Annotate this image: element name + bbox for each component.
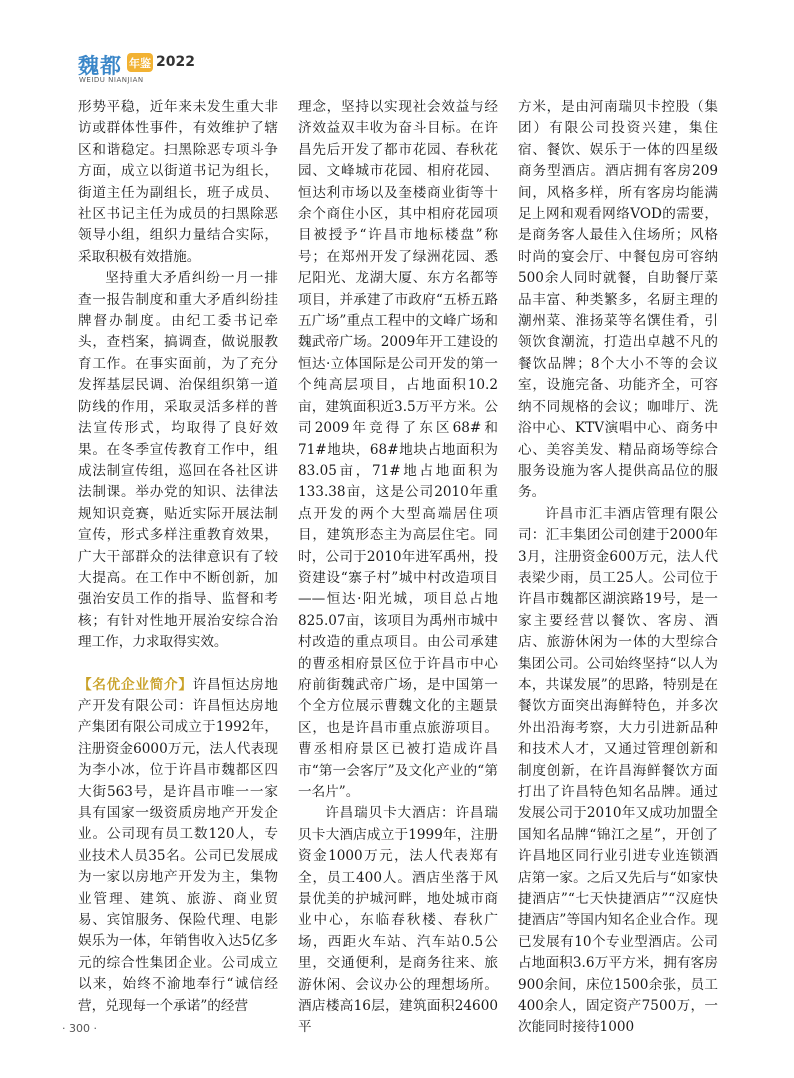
paragraph: 理念，坚持以实现社会效益与经济效益双丰收为奋斗目标。在许昌先后开发了都市花园、春秋花园、文峰城市花园、相府花园、恒达利市场以及奎楼商业街等十余个商住小区，其中相府花园项目被授予“许昌市地标楼盘”称号；在郑州开发了绿洲花园、悉尼阳光、龙湖大厦、东方名都等项目，并承建了市政府“五桥五路五广场”重点工程中的文峰广场和魏武帝广场。2009年开工建设的恒达·立体国际是公司开发的第一个纯高层项目，占地面积10.2亩，建筑面积近3.5万平方米。公司2009年竞得了东区68#和71#地块，68#地块占地面积为83.05亩，71#地占地面积为133.38亩，这是公司2010年重点开发的两个大型高端居住项目，建筑形态主为高层住宅。同时，公司于2010年进军禹州，投资建设“寨子村”城中村改造项目——恒达·阳光城，项目总占地825.07亩，该项目为禹州市城中村改造的重点项目。由公司承建的曹丞相府景区位于许昌市中心府前街魏武帝广场，是中国第一个全方位展示曹魏文化的主题景区，也是许昌市重点旅游项目。曹丞相府景区已被打造成许昌市“第一会客厅”及文化产业的“第一名片”。 xyxy=(298,99,498,800)
yearbook-year: 2022 xyxy=(156,54,195,70)
text-column-3 xyxy=(518,97,718,1036)
yearbook-logo: 魏都 xyxy=(78,54,122,78)
paragraph: 许昌市汇丰酒店管理有限公司：汇丰集团公司创建于2000年3月，注册资金600万元，法人代表梁少雨，员工25人。公司位于许昌市魏都区湖滨路19号，是一家主要经营以餐饮、客房、酒店、旅游休闲为一体的大型综合集团公司。公司始终坚持“以人为本，共谋发展”的思路，特别是在餐饮方面突出海鲜特色，并多次外出沿海考察，大力引进新品种和技术人才，又通过管理创新和制度创新，在许昌海鲜餐饮方面打出了许昌特色知名品牌。通过发展公司于2010年又成功加盟全国知名品牌“锦江之星”，开创了许昌地区同行业引进专业连锁酒店第一家。之后又先后与“如家快捷酒店”“七天快捷酒店”“汉庭快捷酒店”等国内知名企业合作。现已发展有10个专业型酒店。公司占地面积3.6万平方米，拥有客房900余间，床位1500余张，员工400余人，固定资产7500万，一次能同时接待1000 xyxy=(518,505,718,1036)
paragraph: 坚持重大矛盾纠纷一月一排查一报告制度和重大矛盾纠纷挂牌督办制度。由纪工委书记牵头，查档案，搞调查，做说服教育工作。在事实面前，为了充分发挥基层民调、治保组织第一道防线的作用，采取灵活多样的普法宣传形式，均取得了良好效果。在冬季宣传教育工作中，组成法制宣传组，巡回在各社区讲法制课。举办党的知识、法律法规知识竞赛，贴近实际开展法制宣传，形式多样注重教育效果，广大干部群众的法律意识有了较大提高。在工作中不断创新，加强治安员工作的指导、监督和考核；有针对性地开展治安综合治理工作，力求取得实效。 xyxy=(78,270,278,651)
badge-char-2: 鉴 xyxy=(140,57,151,70)
yearbook-badge xyxy=(127,53,153,72)
paragraph: 方米，是由河南瑞贝卡控股（集团）有限公司投资兴建，集住宿、餐饮、娱乐于一体的四星级商务型酒店。酒店拥有客房209间，风格多样，所有客房均能满足上网和观看网络VOD的需要，是商务客人最佳入住场所；风格时尚的宴会厅、中餐包房可容纳500余人同时就餐，自助餐厅菜品丰富、种类繁多，名厨主理的潮州菜、淮扬菜等名馔佳肴，引领饮食潮流，打造出卓越不凡的餐饮品牌；8个大小不等的会议室，设施完备、功能齐全，可容纳不同规格的会议；咖啡厅、洗浴中心、KTV演唱中心、商务中心、美容美发、精品商场等综合服务设施为客人提供高品位的服务。 xyxy=(518,99,718,501)
text-column-1 xyxy=(78,97,278,1017)
text-column-2 xyxy=(298,97,498,1036)
yearbook-subtitle: WEIDU NIANJIAN xyxy=(79,76,144,84)
paragraph: 许昌瑞贝卡大酒店：许昌瑞贝卡大酒店成立于1999年，注册资金1000万元，法人代表郑有全，员工400人。酒店坐落于风景优美的护城河畔，地处城市商业中心，东临春秋楼、春秋广场，西距火车站、汽车站0.5公里，交通便利，是商务往来、旅游休闲、会议办公的理想场所。酒店楼高16层，建筑面积24600平 xyxy=(298,805,498,1036)
paragraph xyxy=(78,675,278,1018)
page-number: · 300 · xyxy=(62,1022,97,1035)
paragraph-text: 许昌恒达房地产开发有限公司：许昌恒达房地产集团有限公司成立于1992年，注册资金6000万元，法人代表现为李小冰，位于许昌市魏都区四大街563号，是许昌市唯一一家具有国家一级资质房地产开发企业。公司现有员工数120人，专业技术人员35名。公司已发展成为一家以房地产开发为主，集物业管理、建筑、旅游、商业贸易、宾馆服务、保险代理、电影娱乐为一体，年销售收入达5亿多元的综合性集团企业。公司成立以来，始终不渝地奉行“诚信经营，兑现每一个承诺”的经营 xyxy=(78,676,279,1014)
paragraph: 形势平稳，近年来未发生重大非访或群体性事件，有效维护了辖区和谐稳定。扫黑除恶专项斗争方面，成立以街道书记为组长，街道主任为副组长，班子成员、社区书记主任为成员的扫黑除恶领导小组，组织力量结合实际，采取积极有效措施。 xyxy=(78,99,278,265)
badge-char-1: 年 xyxy=(129,57,140,70)
section-label: 【名优企业简介】 xyxy=(78,676,193,693)
